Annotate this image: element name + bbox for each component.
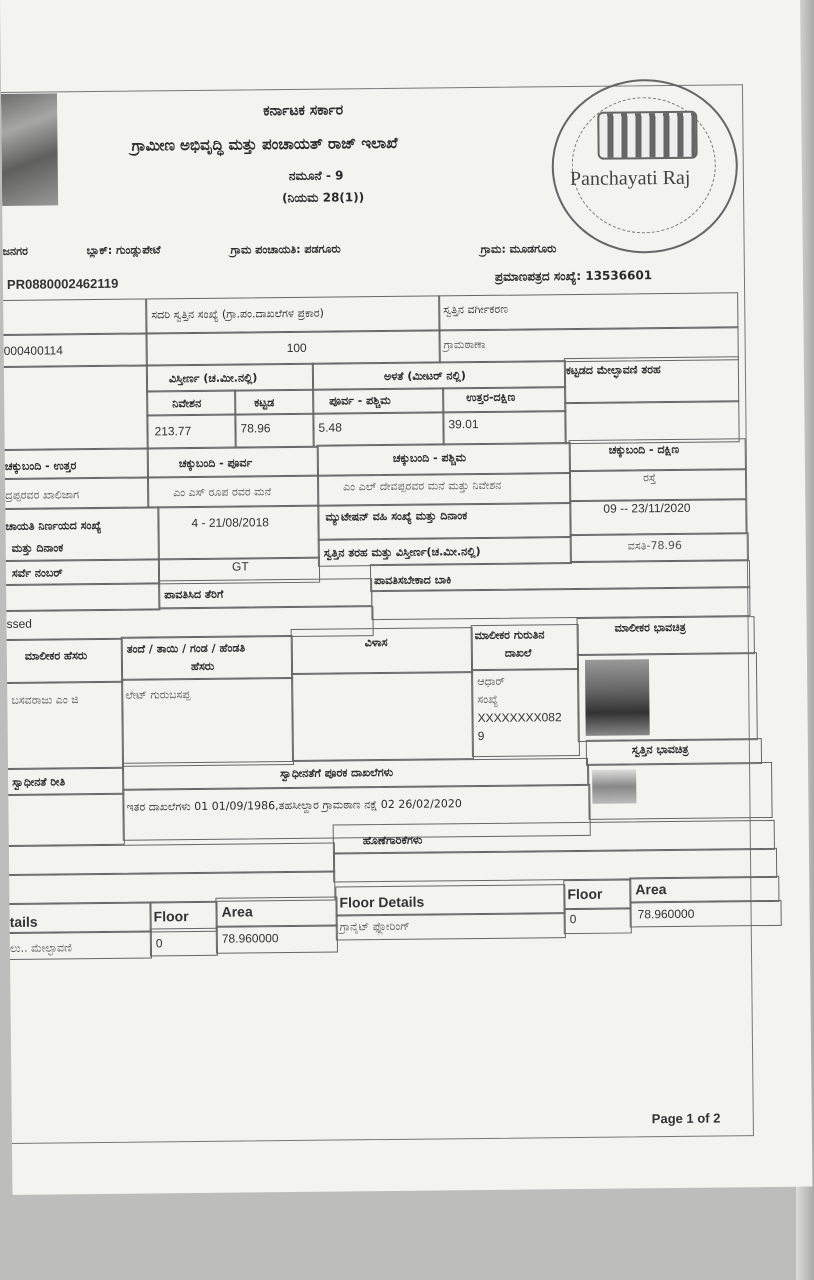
right-area-value: 78.960000	[637, 906, 695, 922]
left-details-header: tails	[9, 913, 38, 930]
east-value: ಎಂ ಎಸ್ ರೂಪ ರವರ ಮನೆ	[173, 485, 272, 500]
north-south-value: 39.01	[448, 417, 479, 432]
area-header: ವಿಸ್ತೀರ್ಣ (ಚ.ಮೀ.ನಲ್ಲಿ)	[168, 371, 258, 386]
roof-val-cell	[564, 400, 739, 444]
survey-label: ಸರ್ವೆ ನಂಬರ್	[11, 566, 63, 580]
owner-parent-header-2: ಹೆಸರು	[190, 659, 215, 674]
liabilities-header: ಹೊಣೆಗಾರಿಕೆಗಳು	[362, 833, 423, 848]
property-photo	[592, 769, 636, 803]
owner-id-number-2: 9	[477, 728, 485, 744]
south-header: ಚಕ್ಕುಬಂದಿ - ದಕ್ಷಿಣ	[608, 442, 680, 457]
mutation-value: 09 -- 23/11/2020	[603, 500, 691, 516]
building-header: ಕಟ್ಟಡ	[254, 396, 275, 410]
tax-paid-label: ಪಾವತಿಸಿದ ತೆರಿಗೆ	[164, 587, 224, 602]
owner-id-type: ಆಧಾರ್	[477, 674, 505, 689]
seal-figures-icon	[597, 111, 697, 160]
dim-left	[0, 364, 149, 450]
right-floor-header: Floor	[567, 885, 603, 903]
resolution-value: 4 - 21/08/2018	[191, 515, 269, 531]
east-west-header: ಪೂರ್ವ - ಪಶ್ಚಿಮ	[329, 393, 391, 408]
bnd-s-val	[569, 468, 746, 502]
site-area: 213.77	[154, 424, 192, 439]
owner-address-header: ವಿಳಾಸ	[364, 635, 388, 650]
govt-title: ಕರ್ನಾಟಕ ಸರ್ಕಾರ	[263, 102, 344, 120]
seal-label: Panchayati Raj	[569, 166, 691, 191]
owner-id-header-2: ದಾಖಲೆ	[504, 646, 532, 660]
survey-value: GT	[231, 559, 249, 574]
taluk: ಬ್ಲಾಕ್: ಗುಂಡ್ಲುಪೇಟೆ	[86, 243, 161, 258]
possession-docs: ಇತರ ದಾಖಲೆಗಳು 01 01/09/1986,ತಹಸೀಲ್ದಾರ ಗ್ರಾಮಠಾಣ ನಕ್ಷೆ 02 26/02/2020	[126, 797, 462, 814]
property-class: ಗ್ರಾಮಠಾಣಾ	[443, 337, 486, 352]
north-header: ಚಕ್ಕುಬಂದಿ - ಉತ್ತರ	[4, 459, 77, 473]
owner-parent: ಲೇಟ್ ಗುರುಬಸಪ್ಪ	[125, 688, 191, 702]
property-type-value: ವಸತಿ-78.96	[627, 538, 683, 553]
res-value-cell	[157, 505, 320, 561]
mutation-label: ಮ್ಯುಟೇಷನ್ ವಹಿ ಸಂಖ್ಯೆ ಮತ್ತು ದಿನಾಂಕ	[325, 509, 468, 524]
right-floor-value: 0	[569, 912, 577, 927]
site-header: ನಿವೇಶನ	[172, 396, 202, 411]
own-addr-val	[291, 671, 474, 761]
east-header: ಚಕ್ಕುಬಂದಿ - ಪೂರ್ವ	[178, 456, 253, 471]
resolution-label-2: ಮತ್ತು ದಿನಾಂಕ	[11, 541, 64, 555]
owner-parent-header: ತಂದೆ / ತಾಯಿ / ಗಂಡ / ಹೆಂಡತಿ	[126, 641, 246, 656]
north-value: ದ್ರಪ್ಪರವರ ಖಾಲಿಜಾಗ	[5, 488, 80, 502]
property-number: 100	[286, 340, 307, 356]
tax-status-right	[371, 586, 750, 620]
dept-title: ಗ್ರಾಮೀಣ ಅಭಿವೃದ್ಧಿ ಮತ್ತು ಪಂಚಾಯತ್ ರಾಜ್ ಇಲಾಖೆ	[131, 133, 398, 155]
roof-type-header: ಕಟ್ಟಡದ ಮೇಲ್ಛಾವಣಿ ತರಹ	[565, 363, 661, 378]
gram-panchayat: ಗ್ರಾಮ ಪಂಚಾಯತಿ: ಪಡಗೂರು	[230, 242, 341, 257]
posses-val-left	[0, 793, 125, 846]
left-floor-details: ಲು.. ಮೇಲ್ಛಾವಣಿ	[9, 941, 72, 955]
dimension-header: ಅಳತೆ (ಮೀಟರ್ ನಲ್ಲಿ)	[383, 369, 466, 383]
property-photo-header: ಸ್ವತ್ತಿನ ಭಾವಚಿತ್ರ	[631, 742, 689, 757]
form-number: ನಮೂನೆ - 9	[288, 168, 344, 183]
pr-number: PR0880002462119	[6, 275, 119, 292]
west-value: ಎಂ ಎಲ್ ದೇವಪ್ಪರವರ ಮನೆ ಮತ್ತು ನಿವೇಶನ	[343, 478, 502, 494]
south-value: ರಸ್ತೆ	[642, 471, 657, 485]
property-class-header: ಸ್ವತ್ತಿನ ವರ್ಗೀಕರಣ	[443, 302, 509, 317]
owner-name-header: ಮಾಲೀಕರ ಹೆಸರು	[24, 649, 88, 663]
property-number-header: ಸದರಿ ಸ್ವತ್ತಿನ ಸಂಖ್ಯೆ (ಗ್ರಾ.ಪಂ.ದಾಖಲೆಗಳ ಪ್ರಕಾರ)	[151, 306, 324, 322]
village: ಗ್ರಾಮ: ಮೂಡಗೂರು	[480, 242, 557, 256]
owner-id-header: ಮಾಲೀಕರ ಗುರುತಿನ	[474, 628, 545, 643]
own-addr-hdr	[291, 627, 473, 675]
owner-id-number: XXXXXXXX082	[477, 710, 562, 726]
tax-status: ssed	[6, 616, 32, 631]
right-area-header: Area	[635, 881, 667, 898]
left-area-header: Area	[221, 903, 253, 920]
owner-photo-header: ಮಾಲೀಕರ ಭಾವಚಿತ್ರ	[614, 620, 686, 635]
owner-id-type-2: ಸಂಖ್ಯೆ	[477, 692, 499, 707]
certificate-number: ಪ್ರಮಾಣಪತ್ರದ ಸಂಖ್ಯೆ: 13536601	[494, 268, 653, 284]
property-id: 000400114	[3, 343, 63, 358]
east-west-value: 5.48	[318, 420, 342, 435]
left-floor-value: 0	[155, 936, 163, 951]
property-type-label: ಸ್ವತ್ತಿನ ತರಹ ಮತ್ತು ವಿಸ್ತೀರ್ಣ(ಚ.ಮೀ.ನಲ್ಲಿ)	[323, 544, 481, 560]
owner-name: ಬಸವರಾಜು ಎಂ ಜಿ	[11, 693, 79, 707]
prop-hdr-left	[0, 298, 148, 336]
owner-photo	[585, 659, 650, 736]
page-number: Page 1 of 2	[651, 1110, 721, 1127]
west-header: ಚಕ್ಕುಬಂದಿ - ಪಶ್ಚಿಮ	[392, 451, 467, 465]
left-area-value: 78.960000	[221, 931, 279, 946]
building-area: 78.96	[240, 421, 271, 436]
right-details-header: Floor Details	[339, 893, 425, 911]
north-south-header: ಉತ್ತರ-ದಕ್ಷಿಣ	[466, 390, 516, 405]
possession-docs-header: ಸ್ವಾಧೀನತೆಗೆ ಪೂರಕ ದಾಖಲೆಗಳು	[280, 765, 394, 781]
left-floor-header: Floor	[153, 908, 189, 925]
possession-label: ಸ್ವಾಧೀನತೆ ರೀತಿ	[12, 775, 66, 789]
right-floor-details: ಗ್ರಾನೈಟ್ ಫ್ಲೋರಿಂಗ್	[339, 919, 410, 934]
district: ಜನಗರ	[2, 244, 28, 258]
tax-due-label: ಪಾವತಿಸಬೇಕಾದ ಬಾಕಿ	[374, 573, 452, 588]
karnataka-emblem	[1, 93, 58, 206]
resolution-label: ಚಾಯತಿ ನಿರ್ಣಯದ ಸಂಖ್ಯೆ	[5, 518, 102, 533]
form-rule: (ನಿಯಮ 28(1))	[282, 190, 365, 206]
